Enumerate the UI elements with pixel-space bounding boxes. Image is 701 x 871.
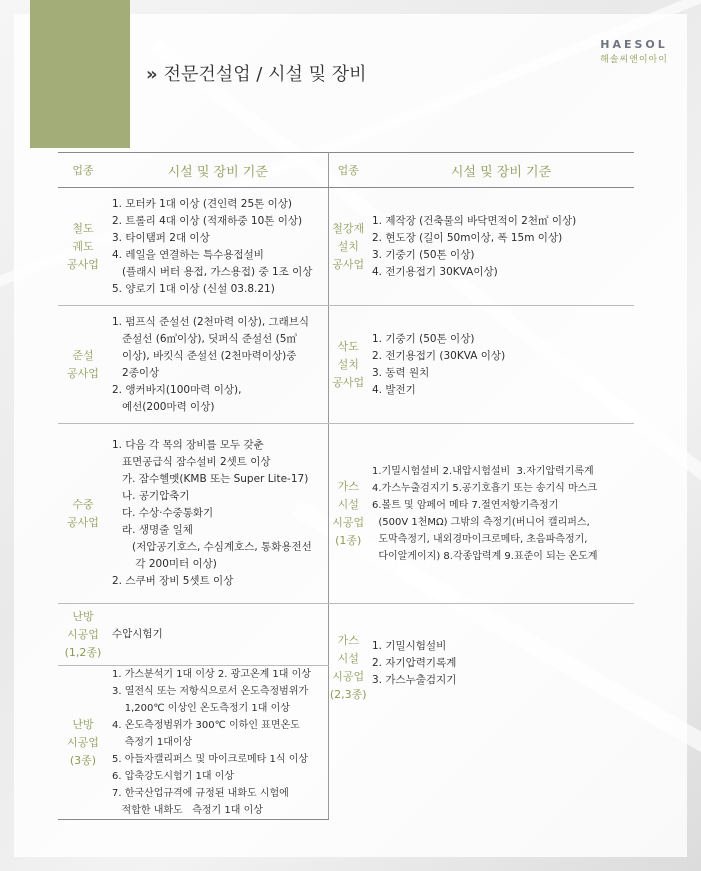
page-title — [146, 60, 366, 86]
criteria-line: 6.볼트 및 암페어 메타 7.절연저항기측정기 — [372, 499, 559, 511]
header-criteria-right: 시설 및 장비 기준 — [368, 153, 634, 188]
criteria-line: 1. 기중기 (50톤 이상) — [372, 332, 475, 345]
category-cell — [328, 306, 368, 424]
table-row — [58, 306, 634, 424]
criteria-line: 2. 트롤리 4대 이상 (적재하중 10톤 이상) — [112, 214, 303, 227]
category-label-line: 철도 — [72, 221, 94, 235]
criteria-line: 3. 타이탬퍼 2대 이상 — [112, 231, 210, 244]
criteria-cell — [368, 424, 634, 604]
category-label-line: 시공업 — [67, 735, 99, 749]
criteria-line: 1,200℃ 이상인 온도측정기 1대 이상 — [112, 703, 290, 714]
category-label-line: 공사업 — [67, 366, 99, 380]
table-row — [58, 188, 634, 306]
criteria-cell — [108, 604, 328, 666]
criteria-line: 2. 앵커바지(100마력 이상), — [112, 383, 242, 396]
header-criteria-left: 시설 및 장비 기준 — [108, 153, 328, 188]
criteria-cell — [108, 188, 328, 306]
category-label-line: 철강재 — [332, 221, 365, 235]
category-label-line: 시공업 — [67, 627, 99, 641]
table-row — [58, 424, 634, 604]
logo-subtext: 해솔씨앤이아이 — [600, 55, 668, 65]
criteria-line: 3. 기중기 (50톤 이상) — [372, 248, 475, 261]
criteria-line: 라. 생명줄 일체 — [112, 524, 193, 536]
category-label-line: (1종) — [335, 533, 362, 547]
company-logo — [598, 38, 670, 65]
category-label-line: (1,2종) — [64, 645, 102, 659]
criteria-line: 1. 기밀시험설비 — [372, 640, 447, 652]
criteria-line: 2. 현도장 (길이 50m이상, 폭 15m 이상) — [372, 231, 563, 244]
category-label-line: (2,3종) — [329, 688, 367, 701]
criteria-line: 각 200미터 이상) — [112, 558, 217, 570]
criteria-line: 다이알게이지) 8.각종압력계 9.표준이 되는 온도계 — [372, 550, 598, 562]
criteria-line: 7. 한국산업규격에 규정된 내화도 시험에 — [112, 788, 289, 799]
criteria-line: 측정기 1대이상 — [112, 737, 193, 748]
category-label-line: 준설 — [72, 348, 94, 362]
criteria-line: 1. 가스분석기 1대 이상 2. 광고온계 1대 이상 — [112, 669, 311, 680]
category-cell — [58, 424, 108, 604]
accent-block — [30, 0, 130, 148]
criteria-line: 표면공급식 잠수설비 2셋트 이상 — [112, 456, 271, 468]
logo-text: HAESOL — [600, 38, 668, 51]
category-label-line: 시공업 — [332, 515, 365, 529]
category-label-line: 시설 — [337, 652, 359, 665]
criteria-line: 이상), 바킷식 준설선 (2천마력이상)중 — [112, 349, 297, 362]
criteria-line: 1.기밀시험설비 2.내압시험설비 3.자기압력기록계 — [372, 465, 594, 477]
criteria-line: (플래시 버터 용접, 가스용접) 중 1조 이상 — [112, 265, 313, 278]
category-label-line: 설치 — [337, 239, 359, 253]
criteria-line: 6. 압축강도시험기 1대 이상 — [112, 771, 235, 782]
criteria-line: 3. 동력 원치 — [372, 366, 430, 379]
criteria-cell — [368, 306, 634, 424]
criteria-line: 2종이상 — [112, 366, 160, 379]
category-cell — [328, 188, 368, 306]
criteria-line: 1. 제작장 (건축물의 바닥면적이 2천㎡ 이상) — [372, 214, 577, 227]
header-category-right: 업종 — [328, 153, 368, 188]
criteria-line: 4. 온도측정범위가 300℃ 이하인 표면온도 — [112, 720, 300, 731]
criteria-line: 예선(200마력 이상) — [112, 400, 215, 413]
criteria-line: 2. 자기압력기록계 — [372, 657, 457, 669]
category-label-line: 삭도 — [337, 339, 359, 353]
criteria-cell — [368, 604, 634, 820]
criteria-line: 1. 다음 각 목의 장비를 모두 갖춘 — [112, 439, 264, 451]
table-header-row — [58, 153, 634, 188]
header-category-left: 업종 — [58, 153, 108, 188]
table-row — [58, 604, 634, 666]
category-cell — [328, 604, 368, 820]
category-cell — [58, 666, 108, 820]
category-label-line: 가스 — [337, 479, 359, 493]
category-cell — [58, 604, 108, 666]
criteria-line: 4. 레일을 연결하는 특수용접설비 — [112, 248, 264, 261]
criteria-line: 1. 모터카 1대 이상 (견인력 25톤 이상) — [112, 197, 292, 210]
title-marker-icon: » — [146, 64, 156, 85]
criteria-line: 4. 발전기 — [372, 383, 416, 396]
criteria-line: 5. 양로기 1대 이상 (신설 03.8.21) — [112, 282, 275, 295]
category-label-line: 시공업 — [332, 670, 365, 683]
criteria-line: 적합한 내화도 측정기 1대 이상 — [112, 805, 263, 816]
criteria-line: 4.가스누출검지기 5.공기호흡기 또는 송기식 마스크 — [372, 482, 597, 494]
criteria-line: 3. 열전식 또는 저항식으로서 온도측정범위가 — [112, 686, 309, 697]
criteria-line: 4. 전기용접기 30KVA이상) — [372, 265, 498, 278]
criteria-line: 가. 잠수헬멧(KMB 또는 Super Lite-17) — [112, 473, 309, 485]
category-label-line: 난방 — [72, 609, 94, 623]
category-label-line: 설치 — [337, 357, 359, 371]
criteria-cell — [368, 188, 634, 306]
category-label-line: 궤도 — [72, 239, 94, 253]
criteria-cell — [108, 424, 328, 604]
page-title-text: 전문건설업 / 시설 및 장비 — [163, 64, 367, 85]
criteria-cell — [108, 666, 328, 820]
category-label-line: 시설 — [337, 497, 359, 511]
category-label-line: 가스 — [337, 634, 359, 647]
criteria-cell — [108, 306, 328, 424]
criteria-line: 준설선 (6㎥이상), 딧퍼식 준설선 (5㎥ — [112, 332, 297, 345]
category-label-line: (3종) — [69, 753, 97, 767]
category-label-line: 공사업 — [332, 375, 365, 389]
criteria-line: 도막측정기, 내외경마이크로메타, 초음파측정기, — [372, 533, 588, 545]
category-cell — [58, 188, 108, 306]
equipment-table — [58, 152, 634, 820]
category-label-line: 수중 — [72, 497, 94, 511]
criteria-line: 1. 펌프식 준설선 (2천마력 이상), 그래브식 — [112, 315, 310, 328]
category-label-line: 공사업 — [332, 257, 365, 271]
criteria-line: 수압시험기 — [112, 628, 163, 640]
category-label-line: 공사업 — [67, 257, 99, 271]
criteria-line: 5. 아들자캘리퍼스 및 마이크로메타 1식 이상 — [112, 754, 309, 765]
category-label-line: 난방 — [72, 717, 94, 731]
criteria-line: 2. 스쿠버 장비 5셋트 이상 — [112, 575, 234, 587]
criteria-line: 3. 가스누출검지기 — [372, 674, 457, 686]
category-label-line: 공사업 — [67, 515, 99, 529]
criteria-line: (500V 1천MΩ) 그밖의 측정기(버니어 캘리퍼스, — [372, 516, 590, 528]
category-cell — [58, 306, 108, 424]
category-cell — [328, 424, 368, 604]
criteria-line: (저압공기호스, 수심계호스, 통화용전선 — [112, 541, 312, 553]
criteria-line: 나. 공기압축기 — [112, 490, 190, 502]
criteria-line: 다. 수상·수중통화기 — [112, 507, 214, 519]
criteria-line: 2. 전기용접기 (30KVA 이상) — [372, 349, 506, 362]
